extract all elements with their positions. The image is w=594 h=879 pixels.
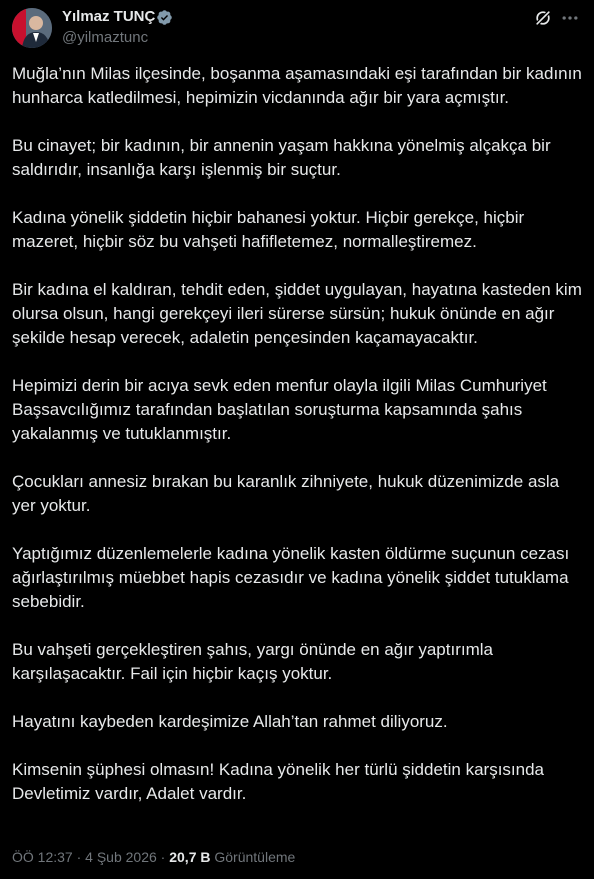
tweet-paragraph: Çocukları annesiz bırakan bu karanlık zihniyete, hukuk düzenimizde asla yer yoktur. (12, 472, 560, 515)
tweet-time[interactable]: ÖÖ 12:37 (12, 849, 73, 865)
tweet-paragraph: Yaptığımız düzenlemelerle kadına yönelik kasten öldürme suçunun cezası ağırlaştırılmış müebbet hapis cezasıdır ve kadına yönelik şiddet tutuklama sebebidir. (12, 544, 570, 611)
tweet-paragraph: Kadına yönelik şiddetin hiçbir bahanesi yoktur. Hiçbir gerekçe, hiçbir mazeret, hiçbir söz bu vahşeti hafifletemez, normalleştiremez. (12, 208, 525, 251)
tweet-header (0, 0, 594, 52)
author-handle[interactable]: @yilmaztunc (62, 29, 149, 46)
tweet-paragraph: Bu cinayet; bir kadının, bir annenin yaşam hakkına yönelmiş alçakça bir saldırıdır, insanlığa karşı işlenmiş bir suçtur. (12, 136, 551, 179)
tweet-paragraph: Bir kadına el kaldıran, tehdit eden, şiddet uygulayan, hayatına kasteden kim olursa olsun, hangi gerekçeyi ileri sürerse sürsün; hukuk önünde en ağır şekilde hesap verecek, adaletin pençesinden kaçamayacaktır. (12, 280, 582, 347)
tweet-paragraph: Hepimizi derin bir acıya sevk eden menfur olayla ilgili Milas Cumhuriyet Başsavcılığımız tarafından başlatılan soruşturma kapsamında şahıs yakalanmış ve tutuklanmıştır. (12, 376, 547, 443)
verified-badge-icon (156, 9, 173, 26)
tweet-text (12, 62, 584, 830)
grok-icon[interactable] (533, 8, 553, 28)
view-label: Görüntüleme (214, 849, 296, 865)
view-count: 20,7 B (169, 849, 211, 865)
avatar[interactable] (12, 8, 52, 48)
meta-separator: · (76, 849, 82, 865)
tweet-paragraph: Muğla’nın Milas ilçesinde, boşanma aşamasındaki eşi tarafından bir kadının hunharca katledilmesi, hepimizin vicdanında ağır bir yara açmıştır. (12, 64, 582, 107)
meta-separator: · (160, 849, 166, 865)
author-name[interactable]: Yılmaz TUNÇ (62, 8, 156, 25)
more-icon[interactable] (560, 8, 580, 28)
tweet-paragraph: Bu vahşeti gerçekleştiren şahıs, yargı önünde en ağır yaptırımla karşılaşacaktır. Fail için hiçbir kaçış yoktur. (12, 640, 493, 683)
tweet-date[interactable]: 4 Şub 2026 (85, 849, 157, 865)
tweet-paragraph: Kimsenin şüphesi olmasın! Kadına yönelik her türlü şiddetin karşısında Devletimiz vardır, Adalet vardır. (12, 760, 545, 803)
tweet-meta (12, 848, 295, 866)
tweet-paragraph: Hayatını kaybeden kardeşimize Allah’tan rahmet diliyoruz. (12, 712, 448, 731)
